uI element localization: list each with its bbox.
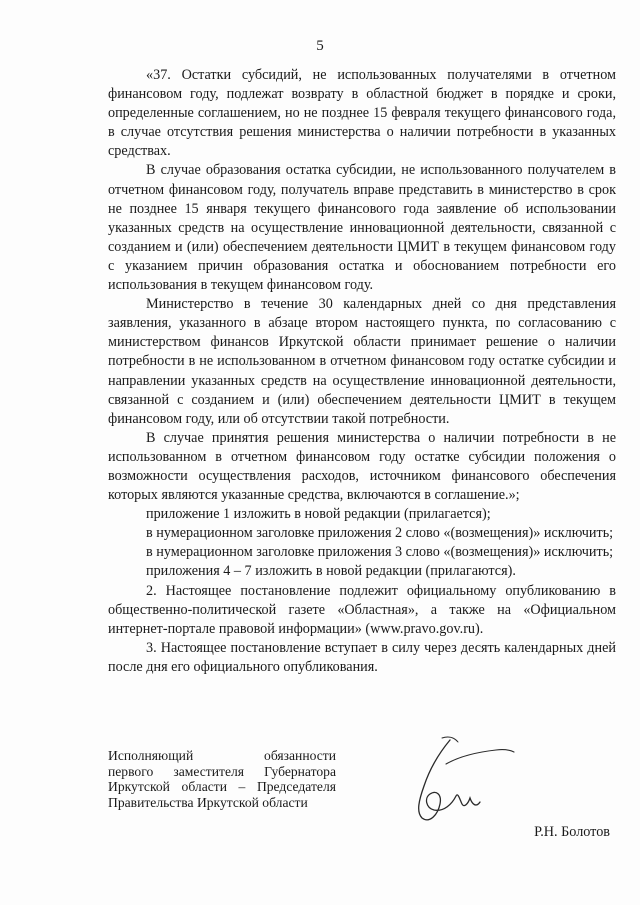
paragraph-appendix-2-heading: в нумерационном заголовке приложения 2 слово «(возмещения)» исключить;: [146, 525, 614, 542]
signatory-title-line: Исполняющий обязанности: [108, 748, 336, 763]
signature-block: [108, 748, 616, 838]
handwritten-signature: [386, 734, 516, 834]
document-body: [108, 66, 616, 677]
signatory-name: Р.Н. Болотов: [534, 824, 610, 840]
paragraph-agreement-inclusion: В случае принятия решения министерства о наличии потребности в не использованном в отчетном финансовом году остатке субсидии положения о возможности осуществления расходов, источником финансового обеспечения которых являются указанные средства, включаются в соглашение.»;: [108, 429, 616, 504]
paragraph-appendix-1: приложение 1 изложить в новой редакции (прилагается);: [146, 506, 491, 523]
paragraph-entry-into-force: 3. Настоящее постановление вступает в силу через десять календарных дней после дня его официального опубликования.: [108, 639, 616, 675]
paragraph-item-37: «37. Остатки субсидий, не использованных получателями в отчетном финансовом году, подлежат возврату в областной бюджет в порядке и сроки, определенные соглашением, но не позднее 15 февраля текущего финансового года, в случае отсутствия решения министерства о наличии потребности в указанных средствах.: [108, 67, 616, 160]
signatory-title-line: Иркутской области – Председателя: [108, 779, 336, 794]
paragraph-appendix-3-heading: в нумерационном заголовке приложения 3 слово «(возмещения)» исключить;: [146, 544, 614, 561]
signatory-title: [108, 748, 336, 810]
paragraph-balance-request: В случае образования остатка субсидии, не использованного получателем в отчетном финансовом году, получатель вправе представить в министерство в срок не позднее 15 января текущего финансового года заявление об использовании указанных средств на осуществление инновационной деятельности, связанной с созданием и (или) обеспечением деятельности ЦМИТ в текущем финансовом году с указанием причин образования остатка и обоснованием потребности его использования в текущем финансовом году.: [108, 162, 616, 294]
signatory-title-line: Правительства Иркутской области: [108, 794, 308, 810]
signatory-title-line: первого заместителя Губернатора: [108, 763, 336, 779]
paragraph-publication: 2. Настоящее постановление подлежит официальному опубликованию в общественно-политической газете «Областная», а также на «Официальном интернет-портале правовой информации» (www.pravo.gov.ru).: [108, 582, 616, 637]
paragraph-appendices-4-7: приложения 4 – 7 изложить в новой редакции (прилагаются).: [146, 563, 516, 580]
paragraph-ministry-decision: Министерство в течение 30 календарных дней со дня представления заявления, указанного в абзаце втором настоящего пункта, по согласованию с министерством финансов Иркутской области принимает решение о наличии потребности в не использованном в отчетном финансовом году остатке субсидии и направлении указанных средств на осуществление инновационной деятельности, связанной с созданием и (или) обеспечением деятельности ЦМИТ в текущем финансовом году, или об отсутствии такой потребности.: [108, 296, 616, 427]
page-number: 5: [316, 38, 324, 54]
